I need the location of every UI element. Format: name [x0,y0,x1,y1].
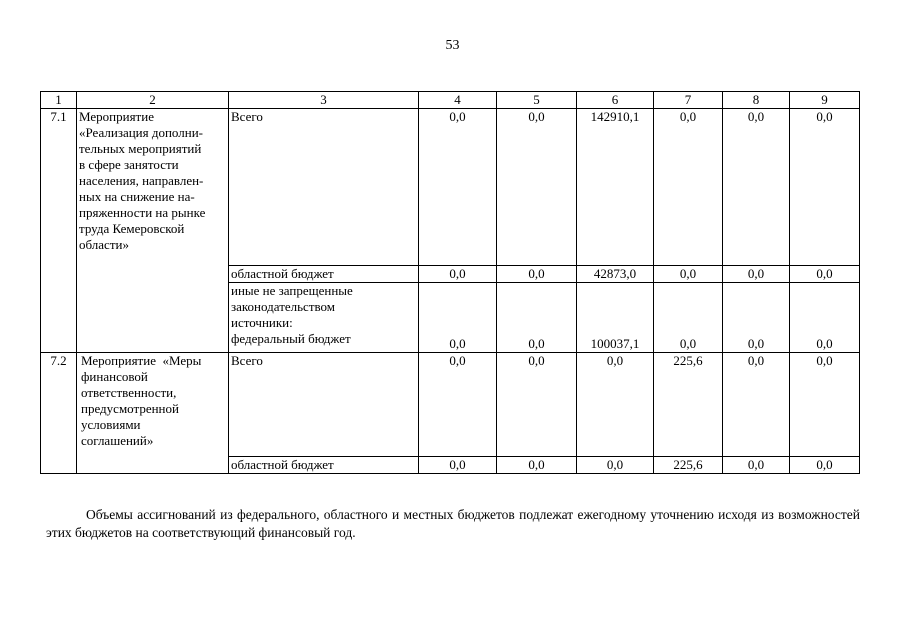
value-cell: 0,0 [419,283,497,353]
table-row [41,353,860,457]
value-cell: 0,0 [419,109,497,266]
value-cell: 225,6 [654,457,723,474]
value-cell: 0,0 [497,266,577,283]
header-cell: 3 [229,92,419,109]
value-cell: 0,0 [723,353,790,457]
source-label: областной бюджет [229,457,419,474]
source-label: Всего [229,353,419,457]
value-cell: 0,0 [790,266,860,283]
value-cell: 0,0 [497,109,577,266]
header-cell: 5 [497,92,577,109]
header-cell: 4 [419,92,497,109]
value-cell: 225,6 [654,353,723,457]
value-cell: 0,0 [654,109,723,266]
header-row [41,92,860,109]
header-cell: 8 [723,92,790,109]
budget-table [40,91,860,474]
value-cell: 0,0 [419,457,497,474]
value-cell: 100037,1 [577,283,654,353]
value-cell: 0,0 [577,353,654,457]
table-row [41,109,860,266]
value-cell: 0,0 [723,457,790,474]
value-cell: 0,0 [723,283,790,353]
value-cell: 0,0 [723,266,790,283]
value-cell: 42873,0 [577,266,654,283]
value-cell: 0,0 [577,457,654,474]
value-cell: 0,0 [497,283,577,353]
source-label: областной бюджет [229,266,419,283]
header-cell: 7 [654,92,723,109]
value-cell: 0,0 [790,457,860,474]
page-number: 53 [445,38,460,53]
row-id: 7.2 [41,353,77,474]
value-cell: 0,0 [790,283,860,353]
header-cell: 9 [790,92,860,109]
value-cell: 142910,1 [577,109,654,266]
row-id: 7.1 [41,109,77,353]
value-cell: 0,0 [790,353,860,457]
source-label: Всего [229,109,419,266]
value-cell: 0,0 [497,353,577,457]
row-name: Мероприятие «Реализация дополни- тельных мероприятий в сфере занятости населения, направлен- ных на снижение на- пряженности на рынке труда Кемеровской области» [77,109,229,353]
header-cell: 2 [77,92,229,109]
value-cell: 0,0 [723,109,790,266]
header-cell: 1 [41,92,77,109]
value-cell: 0,0 [790,109,860,266]
value-cell: 0,0 [419,353,497,457]
row-name: Мероприятие «Меры финансовой ответственности, предусмотренной условиями соглашений» [77,353,229,474]
value-cell: 0,0 [654,283,723,353]
header-cell: 6 [577,92,654,109]
value-cell: 0,0 [654,266,723,283]
value-cell: 0,0 [497,457,577,474]
source-label: иные не запрещенные законодательством источники: федеральный бюджет [229,283,419,353]
value-cell: 0,0 [419,266,497,283]
footnote-text: Объемы ассигнований из федерального, областного и местных бюджетов подлежат ежегодному уточнению исходя из возможностей этих бюджетов на соответствующий финансовый год. [46,506,860,540]
